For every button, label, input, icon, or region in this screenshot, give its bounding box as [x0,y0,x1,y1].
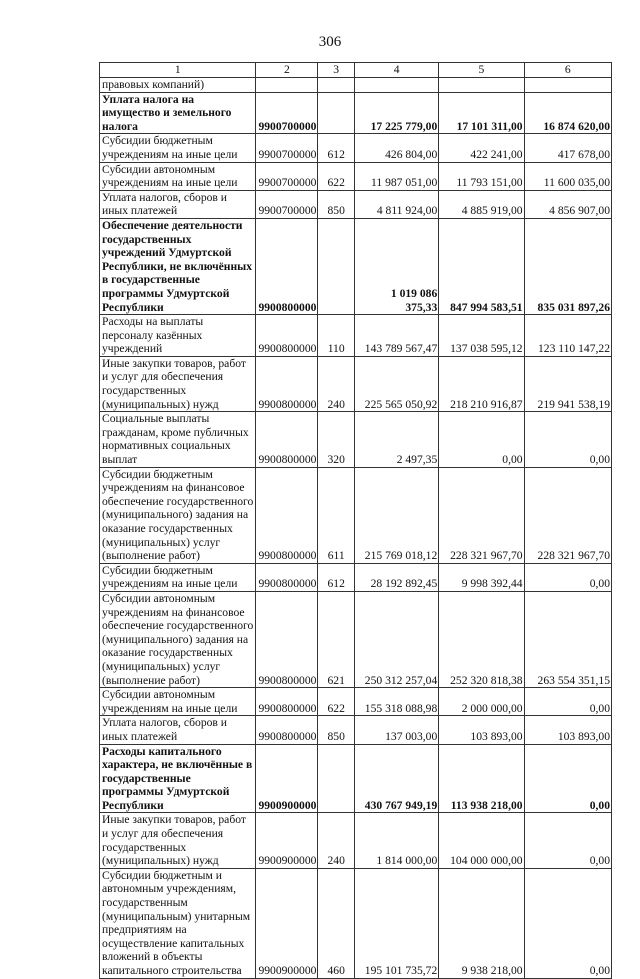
row-value-col4: 4 811 924,00 [354,190,438,218]
row-name: Расходы на выплаты персоналу казённых учреждений [100,315,256,357]
row-value-col6 [524,78,611,93]
row-value-col6: 263 554 351,15 [524,591,611,687]
row-target-code: 9900800000 [256,716,318,744]
row-name: Уплата налогов, сборов и иных платежей [100,716,256,744]
row-value-col4: 250 312 257,04 [354,591,438,687]
table-header-row [100,63,612,78]
row-value-col4: 143 789 567,47 [354,315,438,357]
row-name: Субсидии бюджетным учреждениям на иные цели [100,134,256,162]
column-header: 1 [100,63,256,78]
row-value-col6: 0,00 [524,813,611,868]
row-target-code: 9900700000 [256,92,318,134]
table-row [100,356,612,411]
table-row [100,688,612,716]
row-value-col6: 4 856 907,00 [524,190,611,218]
row-value-col6: 0,00 [524,868,611,978]
row-value-col6: 417 678,00 [524,134,611,162]
row-expense-type [318,92,355,134]
row-expense-type: 612 [318,563,355,591]
column-header: 4 [354,63,438,78]
row-expense-type: 240 [318,356,355,411]
row-value-col6: 11 600 035,00 [524,162,611,190]
row-value-col6: 16 874 620,00 [524,92,611,134]
column-header: 3 [318,63,355,78]
row-value-col5: 4 885 919,00 [439,190,524,218]
row-value-col4: 1 019 086 375,33 [354,218,438,314]
row-value-col5 [439,78,524,93]
row-value-col5: 228 321 967,70 [439,467,524,563]
table-row [100,162,612,190]
row-value-col6: 219 941 538,19 [524,356,611,411]
row-value-col4: 137 003,00 [354,716,438,744]
row-expense-type: 850 [318,716,355,744]
row-name: Субсидии автономным учреждениям на иные цели [100,162,256,190]
page-number: 306 [318,34,342,50]
table-row [100,412,612,467]
row-expense-type: 320 [318,412,355,467]
row-target-code: 9900800000 [256,412,318,467]
row-name: Социальные выплаты гражданам, кроме публичных нормативных социальных выплат [100,412,256,467]
row-value-col6: 228 321 967,70 [524,467,611,563]
row-target-code: 9900700000 [256,162,318,190]
row-value-col6: 0,00 [524,688,611,716]
row-name: Иные закупки товаров, работ и услуг для обеспечения государственных (муниципальных) нужд [100,356,256,411]
row-expense-type: 110 [318,315,355,357]
row-name: Уплата налога на имущество и земельного налога [100,92,256,134]
column-header: 6 [524,63,611,78]
row-expense-type [318,744,355,813]
table-row [100,813,612,868]
row-name: Расходы капитального характера, не включённые в государственные программы Удмуртской Республики [100,744,256,813]
row-name: Уплата налогов, сборов и иных платежей [100,190,256,218]
row-target-code: 9900800000 [256,218,318,314]
table-section-row [100,744,612,813]
row-value-col4: 28 192 892,45 [354,563,438,591]
table-row [100,134,612,162]
row-value-col4: 155 318 088,98 [354,688,438,716]
row-target-code: 9900800000 [256,356,318,411]
row-target-code: 9900800000 [256,563,318,591]
row-name: Субсидии бюджетным учреждениям на финансовое обеспечение государственного (муниципального) задания на оказание государственных (муниципальных) услуг (выполнение работ) [100,467,256,563]
table-row [100,868,612,978]
row-value-col5: 137 038 595,12 [439,315,524,357]
column-header: 2 [256,63,318,78]
row-value-col4 [354,78,438,93]
column-header: 5 [439,63,524,78]
row-target-code: 9900900000 [256,813,318,868]
row-value-col5: 11 793 151,00 [439,162,524,190]
row-value-col6: 835 031 897,26 [524,218,611,314]
row-expense-type: 612 [318,134,355,162]
row-expense-type: 621 [318,591,355,687]
row-value-col5: 0,00 [439,412,524,467]
row-value-col5: 103 893,00 [439,716,524,744]
row-expense-type: 460 [318,868,355,978]
row-value-col4: 225 565 050,92 [354,356,438,411]
row-value-col4: 11 987 051,00 [354,162,438,190]
row-value-col5: 847 994 583,51 [439,218,524,314]
row-target-code: 9900800000 [256,688,318,716]
row-expense-type: 850 [318,190,355,218]
row-value-col4: 17 225 779,00 [354,92,438,134]
row-expense-type: 622 [318,162,355,190]
row-value-col5: 17 101 311,00 [439,92,524,134]
table-row [100,563,612,591]
row-expense-type: 611 [318,467,355,563]
row-value-col4: 2 497,35 [354,412,438,467]
row-name: Обеспечение деятельности государственных учреждений Удмуртской Республики, не включённых в государственные программы Удмуртской Республики [100,218,256,314]
table-row [100,716,612,744]
row-value-col6: 0,00 [524,744,611,813]
row-value-col6: 103 893,00 [524,716,611,744]
row-value-col6: 0,00 [524,563,611,591]
row-name: Субсидии бюджетным и автономным учреждениям, государственным (муниципальным) унитарным предприятиям на осуществление капитальных вложений в объекты капитального строительства [100,868,256,978]
table-row [100,190,612,218]
row-name: Субсидии автономным учреждениям на иные цели [100,688,256,716]
table-row [100,315,612,357]
row-target-code: 9900800000 [256,591,318,687]
row-value-col5: 252 320 818,38 [439,591,524,687]
row-value-col4: 430 767 949,19 [354,744,438,813]
row-value-col5: 104 000 000,00 [439,813,524,868]
row-value-col5: 218 210 916,87 [439,356,524,411]
row-name: Субсидии бюджетным учреждениям на иные цели [100,563,256,591]
table-row [100,467,612,563]
table-section-row [100,218,612,314]
row-name: Субсидии автономным учреждениям на финансовое обеспечение государственного (муниципального) задания на оказание государственных (муниципальных) услуг (выполнение работ) [100,591,256,687]
table-row [100,78,612,93]
row-target-code: 9900800000 [256,467,318,563]
row-target-code [256,78,318,93]
row-value-col5: 9 938 218,00 [439,868,524,978]
row-value-col5: 2 000 000,00 [439,688,524,716]
table-row [100,591,612,687]
row-expense-type: 622 [318,688,355,716]
row-value-col4: 1 814 000,00 [354,813,438,868]
row-value-col6: 0,00 [524,412,611,467]
row-target-code: 9900700000 [256,134,318,162]
row-name: правовых компаний) [100,78,256,93]
row-expense-type: 240 [318,813,355,868]
row-value-col5: 9 998 392,44 [439,563,524,591]
row-target-code: 9900700000 [256,190,318,218]
row-name: Иные закупки товаров, работ и услуг для обеспечения государственных (муниципальных) нужд [100,813,256,868]
row-value-col4: 215 769 018,12 [354,467,438,563]
row-target-code: 9900800000 [256,315,318,357]
row-value-col5: 422 241,00 [439,134,524,162]
row-value-col6: 123 110 147,22 [524,315,611,357]
row-value-col4: 426 804,00 [354,134,438,162]
row-expense-type [318,218,355,314]
row-value-col5: 113 938 218,00 [439,744,524,813]
row-value-col4: 195 101 735,72 [354,868,438,978]
row-target-code: 9900900000 [256,868,318,978]
table-section-row [100,92,612,134]
row-expense-type [318,78,355,93]
row-target-code: 9900900000 [256,744,318,813]
budget-table [99,62,612,979]
